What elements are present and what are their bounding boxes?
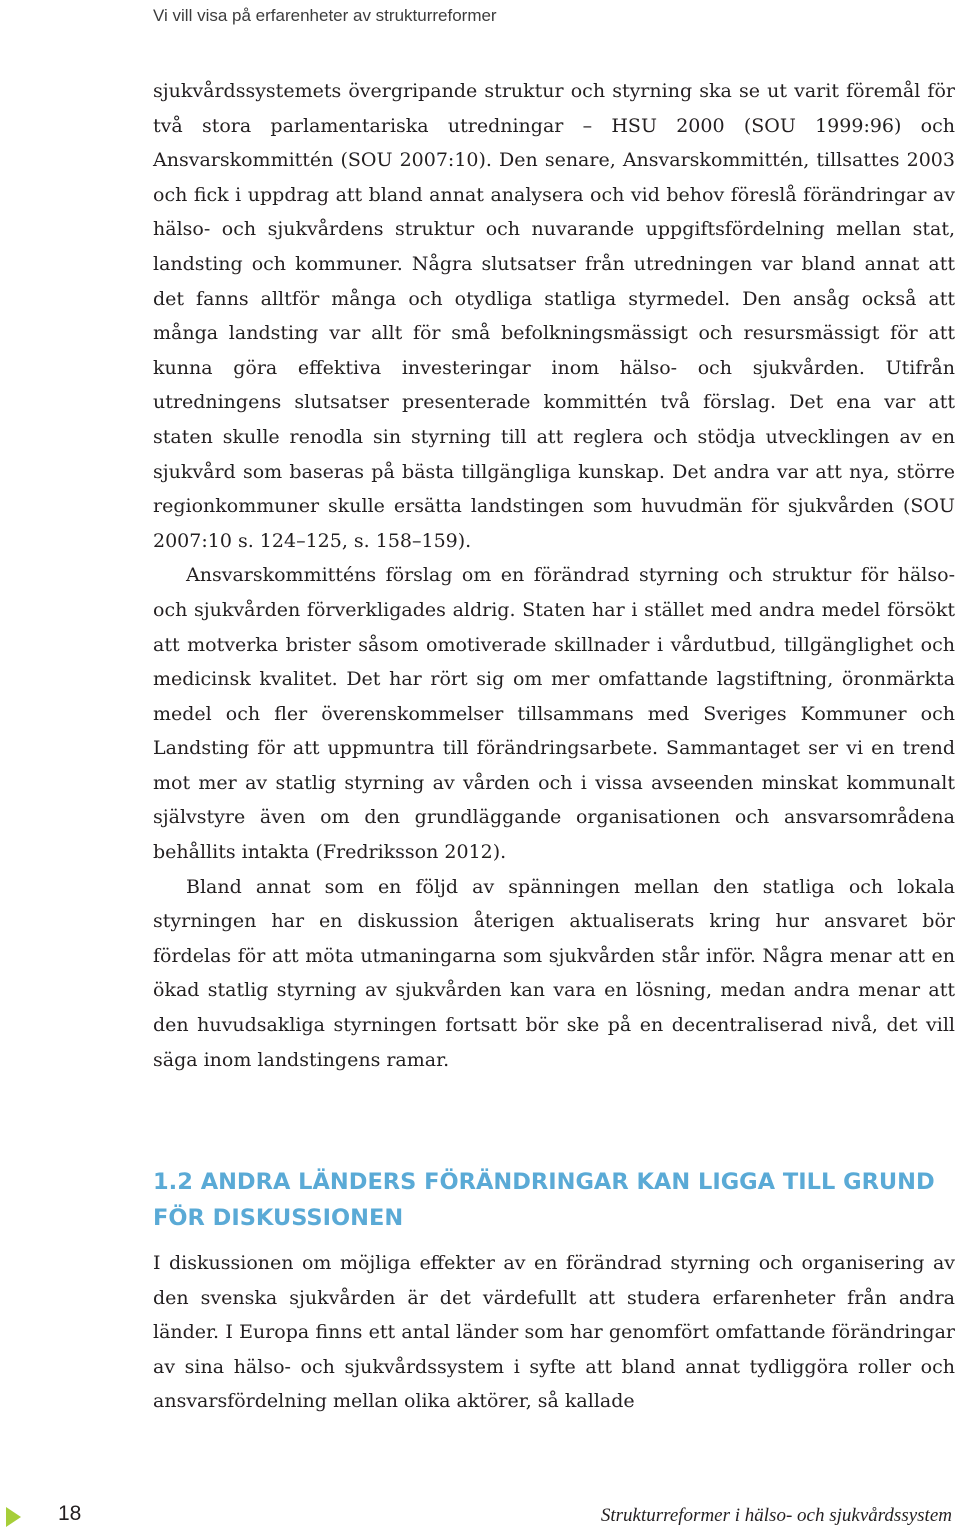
running-header: Vi vill visa på erfarenheter av strukturreformer	[153, 6, 497, 25]
paragraph: I diskussionen om möjliga effekter av en förändrad styrning och organisering av den svenska sjukvården är det värdefullt att studera erfarenheter från andra länder. I Europa finns ett antal länder som har genomfört omfattande förändringar av sina hälso- och sjukvårdssystem i syfte att bland annat tydliggöra roller och ansvarsfördelning mellan olika aktörer, så kallade	[153, 1252, 955, 1413]
paragraph: sjukvårdssystemets övergripande struktur och styrning ska se ut varit föremål för två stora parlamentariska utredningar – HSU 2000 (SOU 1999:96) och Ansvarskommittén (SOU 2007:10). Den senare, Ansvarskommittén, tillsattes 2003 och fick i uppdrag att bland annat analysera och vid behov föreslå förändringar av hälso- och sjukvårdens struktur och nuvarande uppgiftsfördelning mellan stat, landsting och kommuner. Några slutsatser från utredningen var bland annat att det fanns alltför många och otydliga statliga styrmedel. Den ansåg också att många landsting var allt för små befolkningsmässigt och resursmässigt för att kunna göra effektiva investeringar inom hälso- och sjukvården. Utifrån utredningens slutsatser presenterade kommittén två förslag. Det ena var att staten skulle renodla sin styrning till att reglera och stödja utvecklingen av en sjukvård som baseras på bästa tillgängliga kunskap. Det andra var att nya, större regionkommuner skulle ersätta landstingen som huvudmän för sjukvården (SOU 2007:10 s. 124–125, s. 158–159).	[153, 80, 955, 552]
body-text-section-1	[153, 74, 955, 1077]
section-heading: 1.2 ANDRA LÄNDERS FÖRÄNDRINGAR KAN LIGGA TILL GRUND FÖR DISKUSSIONEN	[153, 1169, 935, 1231]
paragraph: Bland annat som en följd av spänningen mellan den statliga och lokala styrningen har en diskussion återigen aktualiserats kring hur ansvaret bör fördelas för att möta utmaningarna som sjukvården står inför. Några menar att en ökad statlig styrning av sjukvården kan vara en lösning, medan andra menar att den huvudsakliga styrningen fortsatt bör ske på en decentraliserad nivå, det vill säga inom landstingens ramar.	[153, 875, 955, 1071]
page-number: 18	[58, 1502, 82, 1525]
paragraph: Ansvarskommitténs förslag om en förändrad styrning och struktur för hälso- och sjukvården förverkligades aldrig. Staten har i stället med andra medel försökt att motverka brister såsom omotiverade skillnader i vårdutbud, tillgänglighet och medicinsk kvalitet. Det har rört sig om mer omfattande lagstiftning, öronmärkta medel och fler överenskommelser tillsammans med Sveriges Kommuner och Landsting för att uppmuntra till förändringsarbete. Sammantaget ser vi en trend mot mer av statlig styrning av vården och i vissa avseenden minskat kommunalt självstyre även om den grundläggande organisationen och ansvarsområdena behållits intakta (Fredriksson 2012).	[153, 564, 955, 864]
body-text-section-2	[153, 1246, 955, 1419]
footer-publication-title: Strukturreformer i hälso- och sjukvårdssystem	[600, 1505, 952, 1526]
play-arrow-icon	[6, 1507, 21, 1527]
